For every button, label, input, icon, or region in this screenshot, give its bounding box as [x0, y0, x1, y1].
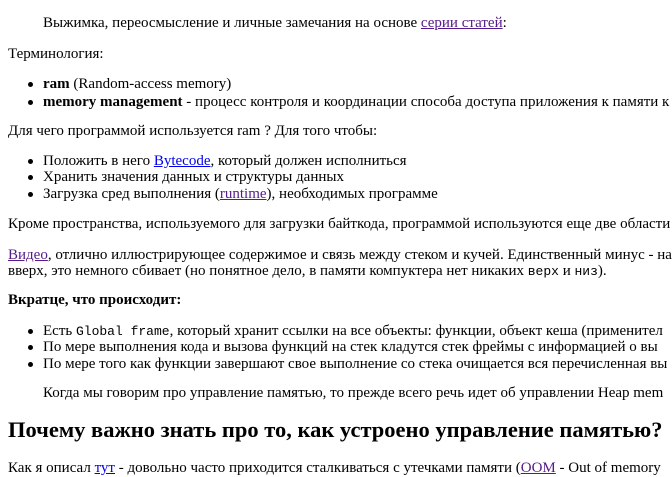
purpose-item-bytecode: Положить в него Bytecode, который должен исполниться: [43, 153, 407, 169]
term-ram: ram (Random-access memory): [43, 76, 232, 92]
purpose-question: Для чего программой используется ram ? Для того чтобы:: [8, 123, 378, 139]
last-paragraph: Как я описал тут - довольно часто приходится сталкиваться с утечками памяти (OOM - Out of memory: [8, 460, 661, 476]
section-title: Почему важно знать про то, как устроено управление памятью?: [8, 417, 663, 442]
term-memory-management: memory management - процесс контроля и координации способа доступа приложения к памяти к: [43, 94, 670, 110]
intro-paragraph: Выжимка, переосмысление и личные замечания на основе серии статей:: [43, 15, 507, 31]
bytecode-link[interactable]: Bytecode: [153, 153, 211, 169]
here-link[interactable]: тут: [94, 460, 115, 476]
article-series-link[interactable]: серии статей: [420, 15, 503, 31]
besides-paragraph: Кроме пространства, используемого для загрузки байткода, программой используются еще две области: [8, 216, 671, 232]
summary-item-global-frame: Есть Global frame, который хранит ссылки на все объекты: функции, объект кеша (применител: [43, 323, 663, 339]
video-link[interactable]: Видео: [8, 247, 48, 263]
video-paragraph-line2: вверх, это немного сбивает (но понятное дело, в памяти компуктера нет никаких верх и низ).: [8, 263, 607, 279]
runtime-link[interactable]: runtime: [219, 186, 267, 202]
purpose-item-runtime: Загрузка сред выполнения (runtime), необходимых программе: [43, 186, 438, 202]
oom-link[interactable]: OOM: [520, 460, 556, 476]
video-paragraph-line1: Видео, отлично иллюстрирующее содержимое и связь между стеком и кучей. Единственный минус - на: [8, 247, 672, 263]
heap-note: Когда мы говорим про управление памятью, то прежде всего речь идет об управлении Heap mem: [43, 385, 664, 401]
terminology-heading: Терминология:: [8, 46, 104, 62]
purpose-item-data: Хранить значения данных и структуры данных: [43, 169, 344, 185]
summary-item-stack-frames: По мере выполнения кода и вызова функций на стек кладутся стек фреймы с информацией о вы: [43, 339, 658, 355]
summary-item-stack-clear: По мере того как функции завершают свое выполнение со стека очищается вся перечисленная вы: [43, 356, 668, 372]
summary-heading: Вкратце, что происходит:: [8, 292, 182, 308]
